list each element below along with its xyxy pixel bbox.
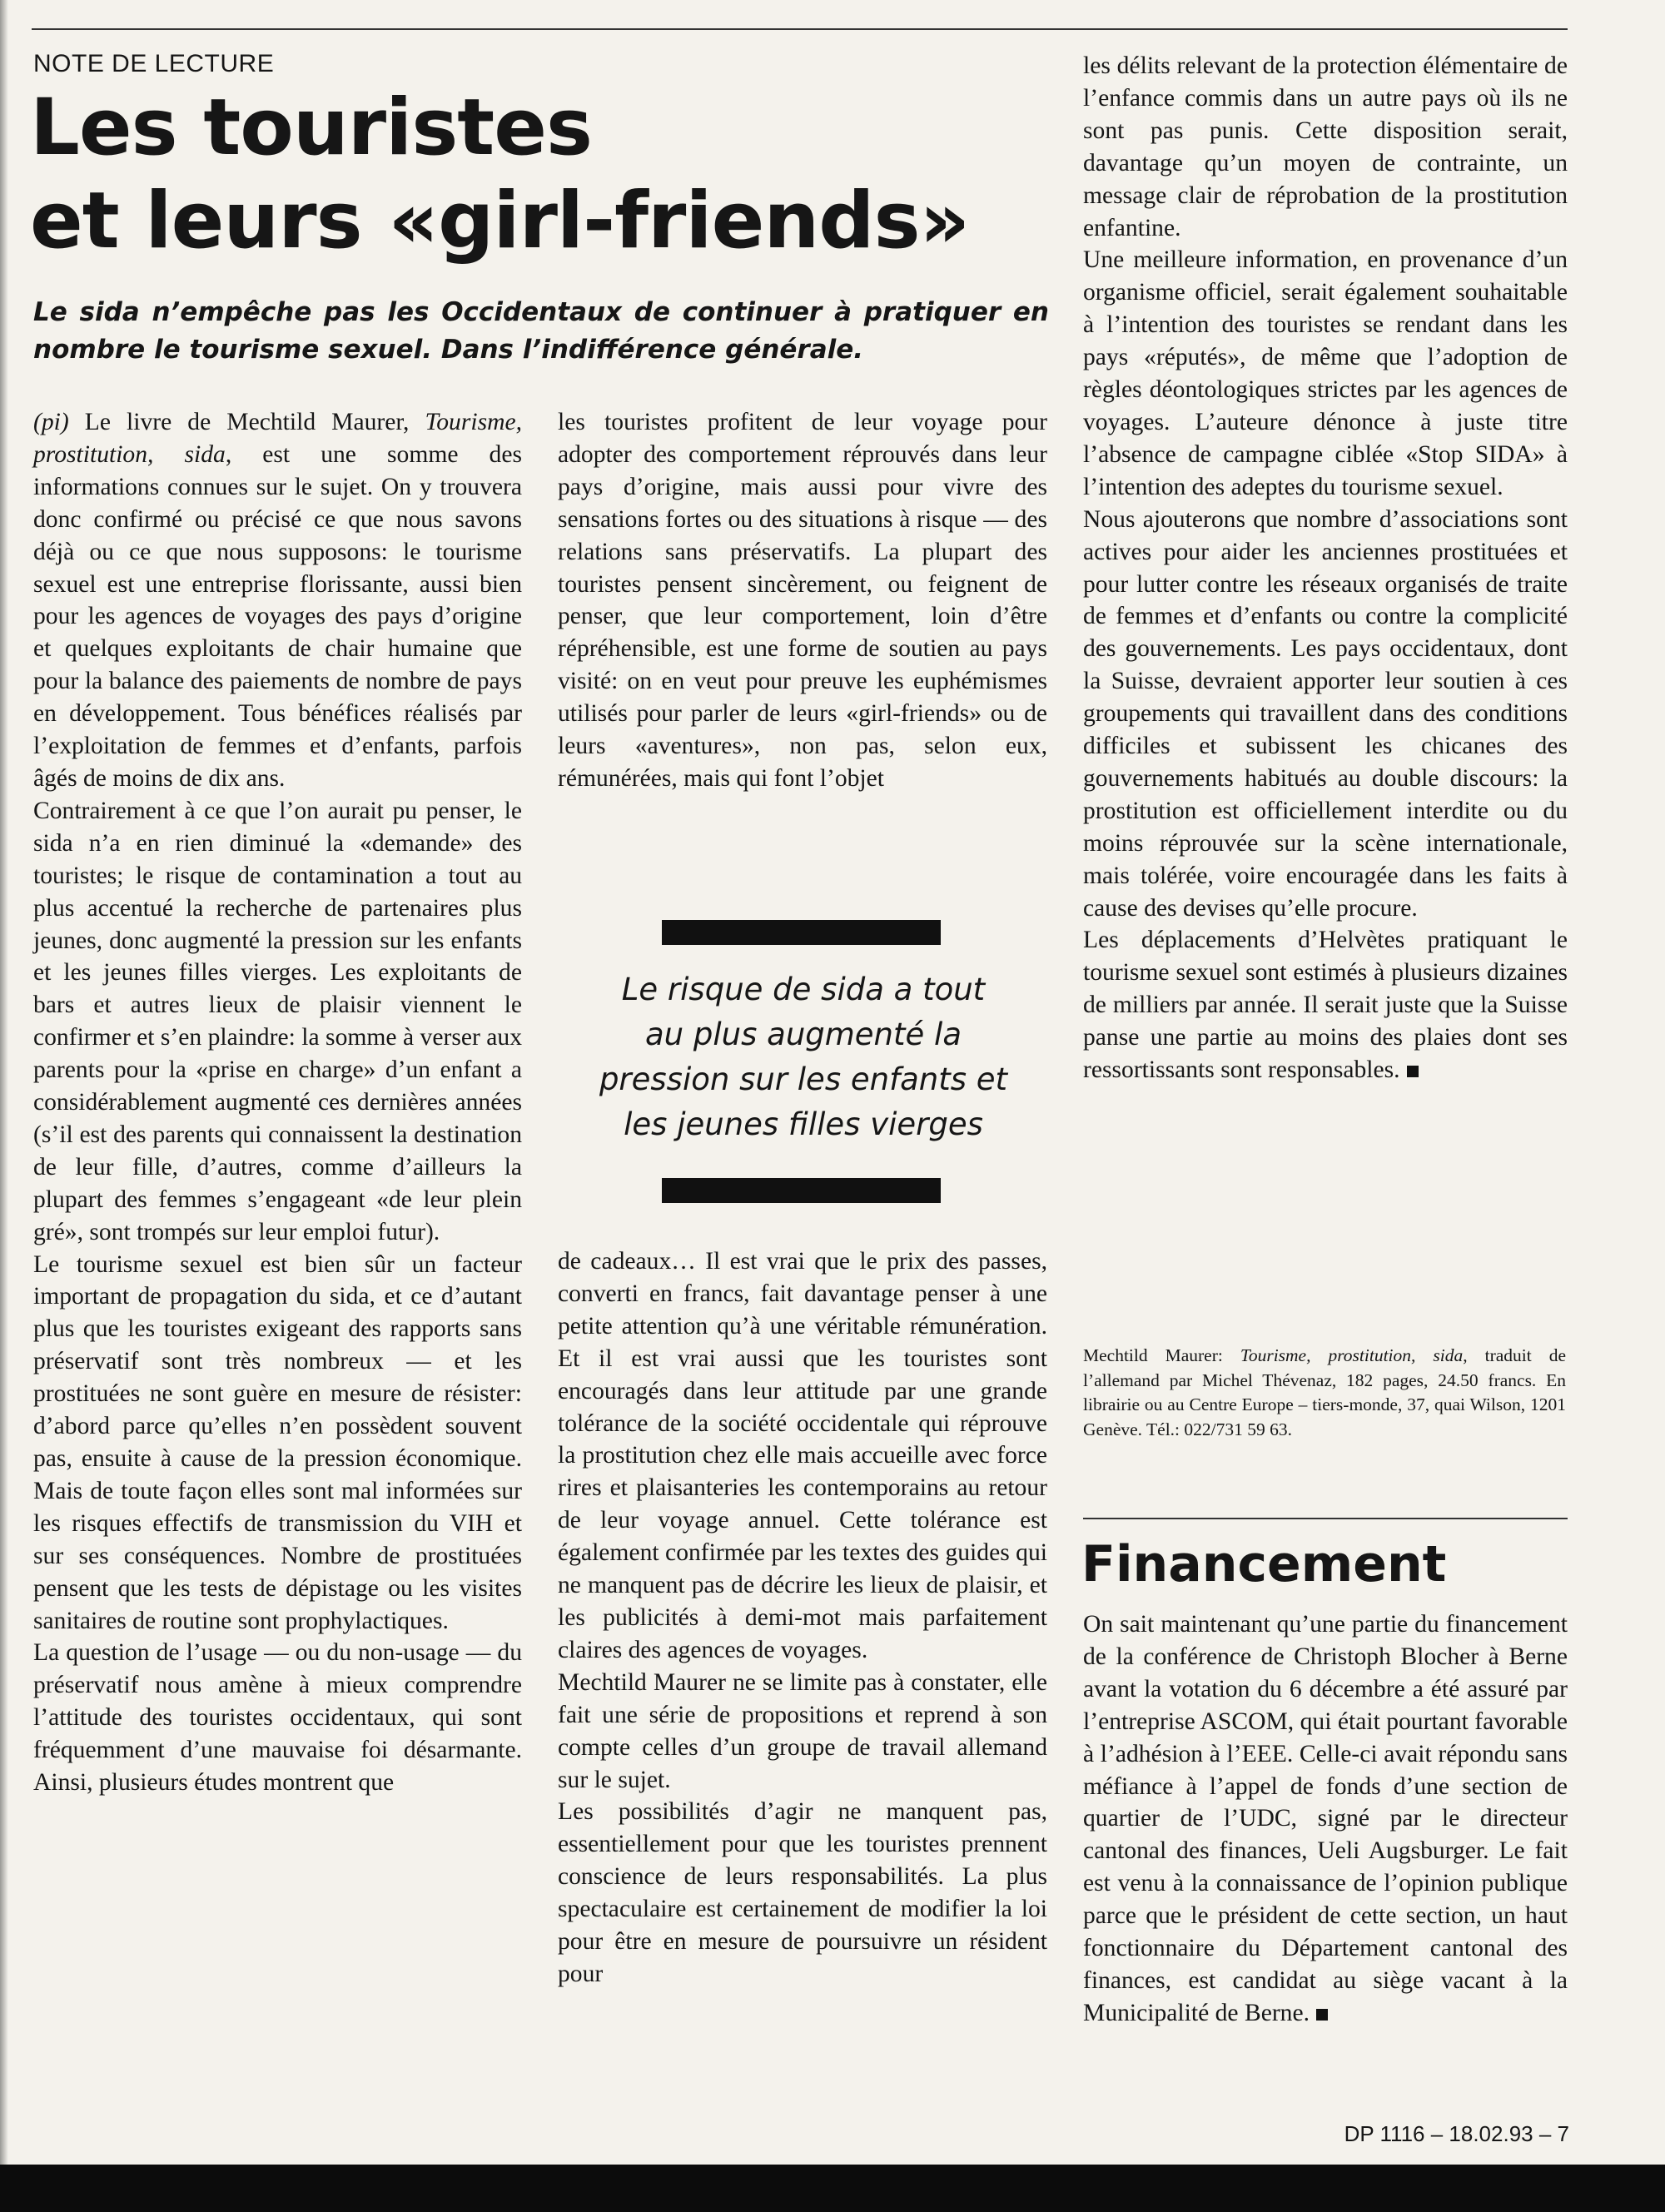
end-mark [1316,2009,1328,2021]
financement-body: On sait maintenant qu’une partie du financement de la conférence de Christoph Blocher à Berne avant la votation du 6 décembre a été assuré par l’entreprise ASCOM, qui était pourtant favorable à l’adhésion à l’EEE. Celle-ci avait répondu sans méfiance à l’appel de fonds d’une section de quartier de l’UDC, signé par le directeur cantonal des finances, Ueli Augsburger. Le fait est venu à la connaissance de l’opinion publique parce que le président de cette section, un haut fonctionnaire du Département cantonal des finances, est candidat au siège vacant à la Municipalité de Berne. [1083,1611,1568,2026]
paragraph-1: (pi) Le livre de Mechtild Maurer, Tourisme, prostitution, sida, est une somme des informations connues sur le sujet. On y trouvera donc confirmé ou précisé ce que nous savons déjà ou ce que nous supposons: le tourisme sexuel est une entreprise florissante, aussi bien pour les agences de voyages des pays d’origine et quelques exploitants de chair humaine que pour la balance des paiements de nombre de pays en développement. Tous bénéfices réalisés par l’exploitation de femmes et d’enfants, parfois âgés de moins de dix ans. [33,409,522,792]
column-2-top [558,406,1047,795]
paragraph-8: Nous ajouterons que nombre d’associations sont actives pour aider les anciennes prostituées et pour lutter contre les réseaux organisés de traite de femmes et d’enfants ou contre la complicité des gouvernements. Les pays occidentaux, dont la Suisse, devraient apporter leur soutien à ces groupements qui travaillent dans des conditions difficiles et subissent les chicanes des gouvernements habitués au double discours: la prostitution est officiellement interdite ou du moins réprouvée sur la scène internationale, mais tolérée, voire encouragée dans les faits à cause des devises qu’elle procure. [1083,505,1568,922]
pullquote: Le risque de sida a tout au plus augmenté la pression sur les enfants et les jeunes filles vierges [599,972,1008,1142]
end-mark [1407,1066,1419,1077]
section-kicker: NOTE DE LECTURE [33,50,275,77]
paragraph-5: Mechtild Maurer ne se limite pas à constater, elle fait une série de propositions et reprend à son compte celles d’un groupe de travail allemand sur le sujet. [558,1668,1047,1793]
page-footer: DP 1116 – 18.02.93 – 7 [1344,2121,1569,2146]
paragraph-4: La question de l’usage — ou du non-usage — du préservatif nous amène à mieux comprendre l’attitude des touristes occidentaux, qui sont fréquemment d’une mauvaise foi désarmante. Ainsi, plusieurs études montrent que [33,1639,522,1797]
reference-book-title: Tourisme, prostitution, sida [1240,1345,1464,1365]
book-title: Tourisme, prostitution, sida [33,409,522,468]
article-title-line-1: Les touristes [30,82,592,173]
column-2-bottom [558,1245,1047,1991]
book-reference: Mechtild Maurer: Tourisme, prostitution, sida, traduit de l’allemand par Michel Thévenaz, 182 pages, 24.50 francs. En librairie ou au Centre Europe – tiers-monde, 37, quai Wilson, 1201 Genève. Tél.: 022/731 59 63. [1083,1345,1566,1439]
page-edge-shadow [0,0,8,2212]
scan-bottom-band [0,2165,1665,2212]
pullquote-bar-bottom [662,1178,941,1203]
column-1 [33,406,522,1799]
paragraph-3: Le tourisme sexuel est bien sûr un facteur important de propagation du sida, et ce d’autant plus que les touristes exigeant des rapports sans préservatif sont très nombreux — et les prostituées ne sont guère en mesure de résister: d’abord parce qu’elles n’en possèdent souvent pas, ensuite à cause de la pression économique. Mais de toute façon elles sont mal informées sur les risques effectifs de transmission du VIH et sur ses conséquences. Nombre de prostituées pensent que les tests de dépistage ou les visites sanitaires de routine sont prophylactiques. [33,1250,522,1634]
pullquote-bar-top [662,920,941,945]
financement-title: Financement [1081,1535,1447,1593]
paragraph-4-continued: les touristes profitent de leur voyage pour adopter des comportement réprouvés dans leur pays d’origine, mais aussi pour vivre des sensations fortes ou des situations à risque — des relations sans préservatifs. La plupart des touristes pensent sincèrement, ou feignent de penser, que leur comportement, loin d’être répréhensible, est une forme de soutien au pays visité: on en veut pour preuve les euphémismes utilisés pour parler de leurs «girl-friends» ou de leurs «aventures», non pas, selon eux, rémunérées, mais qui font l’objet [558,409,1047,792]
author-initials: (pi) [33,409,69,435]
paragraph-6-continued: les délits relevant de la protection élémentaire de l’enfance commis dans un autre pays où ils ne sont pas punis. Cette disposition serait, davantage qu’un moyen de contrainte, un message clair de réprobation de la prostitution enfantine. [1083,52,1568,241]
article-lead: Le sida n’empêche pas les Occidentaux de continuer à pratiquer en nombre le tourisme sexuel. Dans l’indifférence générale. [33,297,1049,365]
article-title-line-2: et leurs «girl-friends» [30,176,970,266]
paragraph-2: Contrairement à ce que l’on aurait pu penser, le sida n’a en rien diminué la «demande» des touristes; le risque de contamination a tout au plus accentué la recherche de partenaires plus jeunes, donc augmenté la pression sur les enfants et les jeunes filles vierges. Les exploitants de bars et autres lieux de plaisir viennent le confirmer et s’en plaindre: la somme à verser aux parents pour la «prise en charge» d’un enfant a considérablement augmenté ces dernières années (s’il est des parents qui connaissent la destination de leur fille, d’autres, comme d’ailleurs la plupart des femmes s’engageant «de leur plein gré», sont trompés sur leur emploi futur). [33,797,522,1245]
article-title [30,82,1029,268]
top-rule [32,28,1568,30]
column-3 [1083,50,1568,1086]
financement-rule [1083,1518,1568,1519]
paragraph-6: Les possibilités d’agir ne manquent pas, essentiellement pour que les touristes prennent conscience de leurs responsabilités. La plus spectaculaire est certainement de modifier la loi pour être en mesure de poursuivre un résident pour [558,1798,1047,1987]
paragraph-9: Les déplacements d’Helvètes pratiquant le tourisme sexuel sont estimés à plusieurs dizaines de milliers par année. Il serait juste que la Suisse panse une partie au moins des plaies dont ses ressortissants sont responsables. [1083,927,1568,1084]
paragraph-4-end: de cadeaux… Il est vrai que le prix des passes, converti en francs, fait davantage penser à une petite attention qu’à une véritable rémunération. Et il est vrai aussi que les touristes sont encouragés dans leur attitude par une grande tolérance de la société occidentale qui réprouve la prostitution chez elle mais accueille avec force rires et plaisanteries les contemporains au retour de leur voyage annuel. Cette tolérance est également confirmée par les textes des guides qui ne manquent pas de décrire les lieux de plaisir, et les publicités à demi-mot mais parfaitement claires des agences de voyages. [558,1248,1047,1663]
paragraph-7: Une meilleure information, en provenance d’un organisme officiel, serait également souhaitable à l’intention des touristes se rendant dans les pays «réputés», de même que l’adoption de règles déontologiques strictes par les agences de voyages. L’auteure dénonce à juste titre l’absence de campagne ciblée «Stop SIDA» à l’intention des adeptes du tourisme sexuel. [1083,246,1568,500]
